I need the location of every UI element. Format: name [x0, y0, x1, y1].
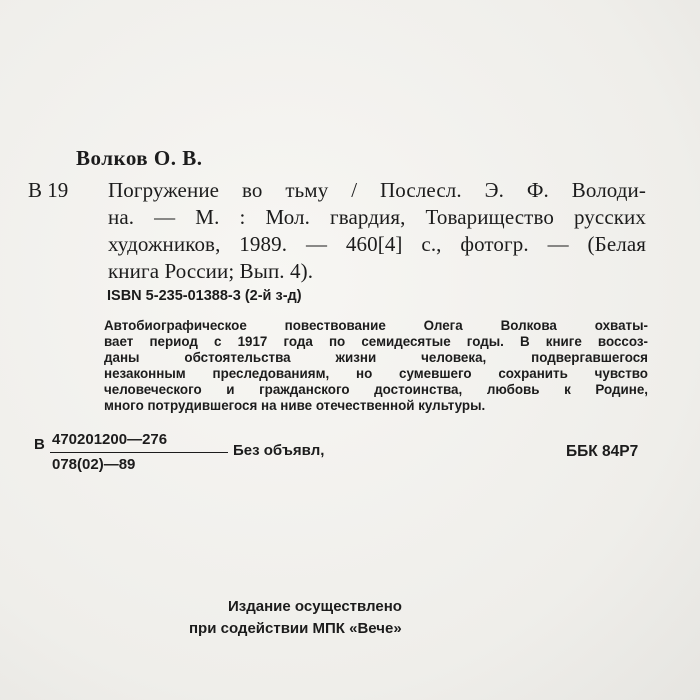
classification-letter: В [34, 436, 45, 453]
annotation-line-2: вает период с 1917 года по семидесятые годы. В книге воссоз- [104, 334, 648, 349]
classification-numerator: 470201200—276 [52, 431, 168, 448]
author-name: Волков О. В. [76, 146, 203, 170]
bbk-code: ББК 84Р7 [566, 443, 639, 460]
description-line-4: книга России; Вып. 4). [108, 259, 314, 283]
publisher-note-line-1: Издание осуществлено [228, 598, 402, 615]
annotation-line-4: незаконным преследованиям, но сумевшего сохранить чувство [104, 366, 648, 381]
description-line-1: Погружение во тьму / Послесл. Э. Ф. Володи- [108, 178, 646, 202]
classification-denominator: 078(02)—89 [52, 456, 136, 473]
annotation-line-3: даны обстоятельства жизни человека, подвергавшегося [104, 350, 648, 365]
publisher-note-line-2: при содействии МПК «Вече» [189, 620, 402, 637]
library-code: В 19 [28, 178, 69, 202]
fraction-divider [50, 452, 228, 453]
description-line-3: художников, 1989. — 460[4] с., фотогр. — (Белая [108, 232, 646, 256]
description-line-2: на. — М. : Мол. гвардия, Товарищество русских [108, 205, 646, 229]
annotation-line-5: человеческого и гражданского достоинства, любовь к Родине, [104, 382, 648, 397]
isbn: ISBN 5-235-01388-3 (2-й з-д) [107, 288, 302, 304]
annotation-line-1: Автобиографическое повествование Олега Волкова охваты- [104, 318, 648, 333]
no-announcement-label: Без объявл, [233, 442, 325, 459]
annotation-line-6: много потрудившегося на ниве отечественной культуры. [104, 398, 486, 413]
